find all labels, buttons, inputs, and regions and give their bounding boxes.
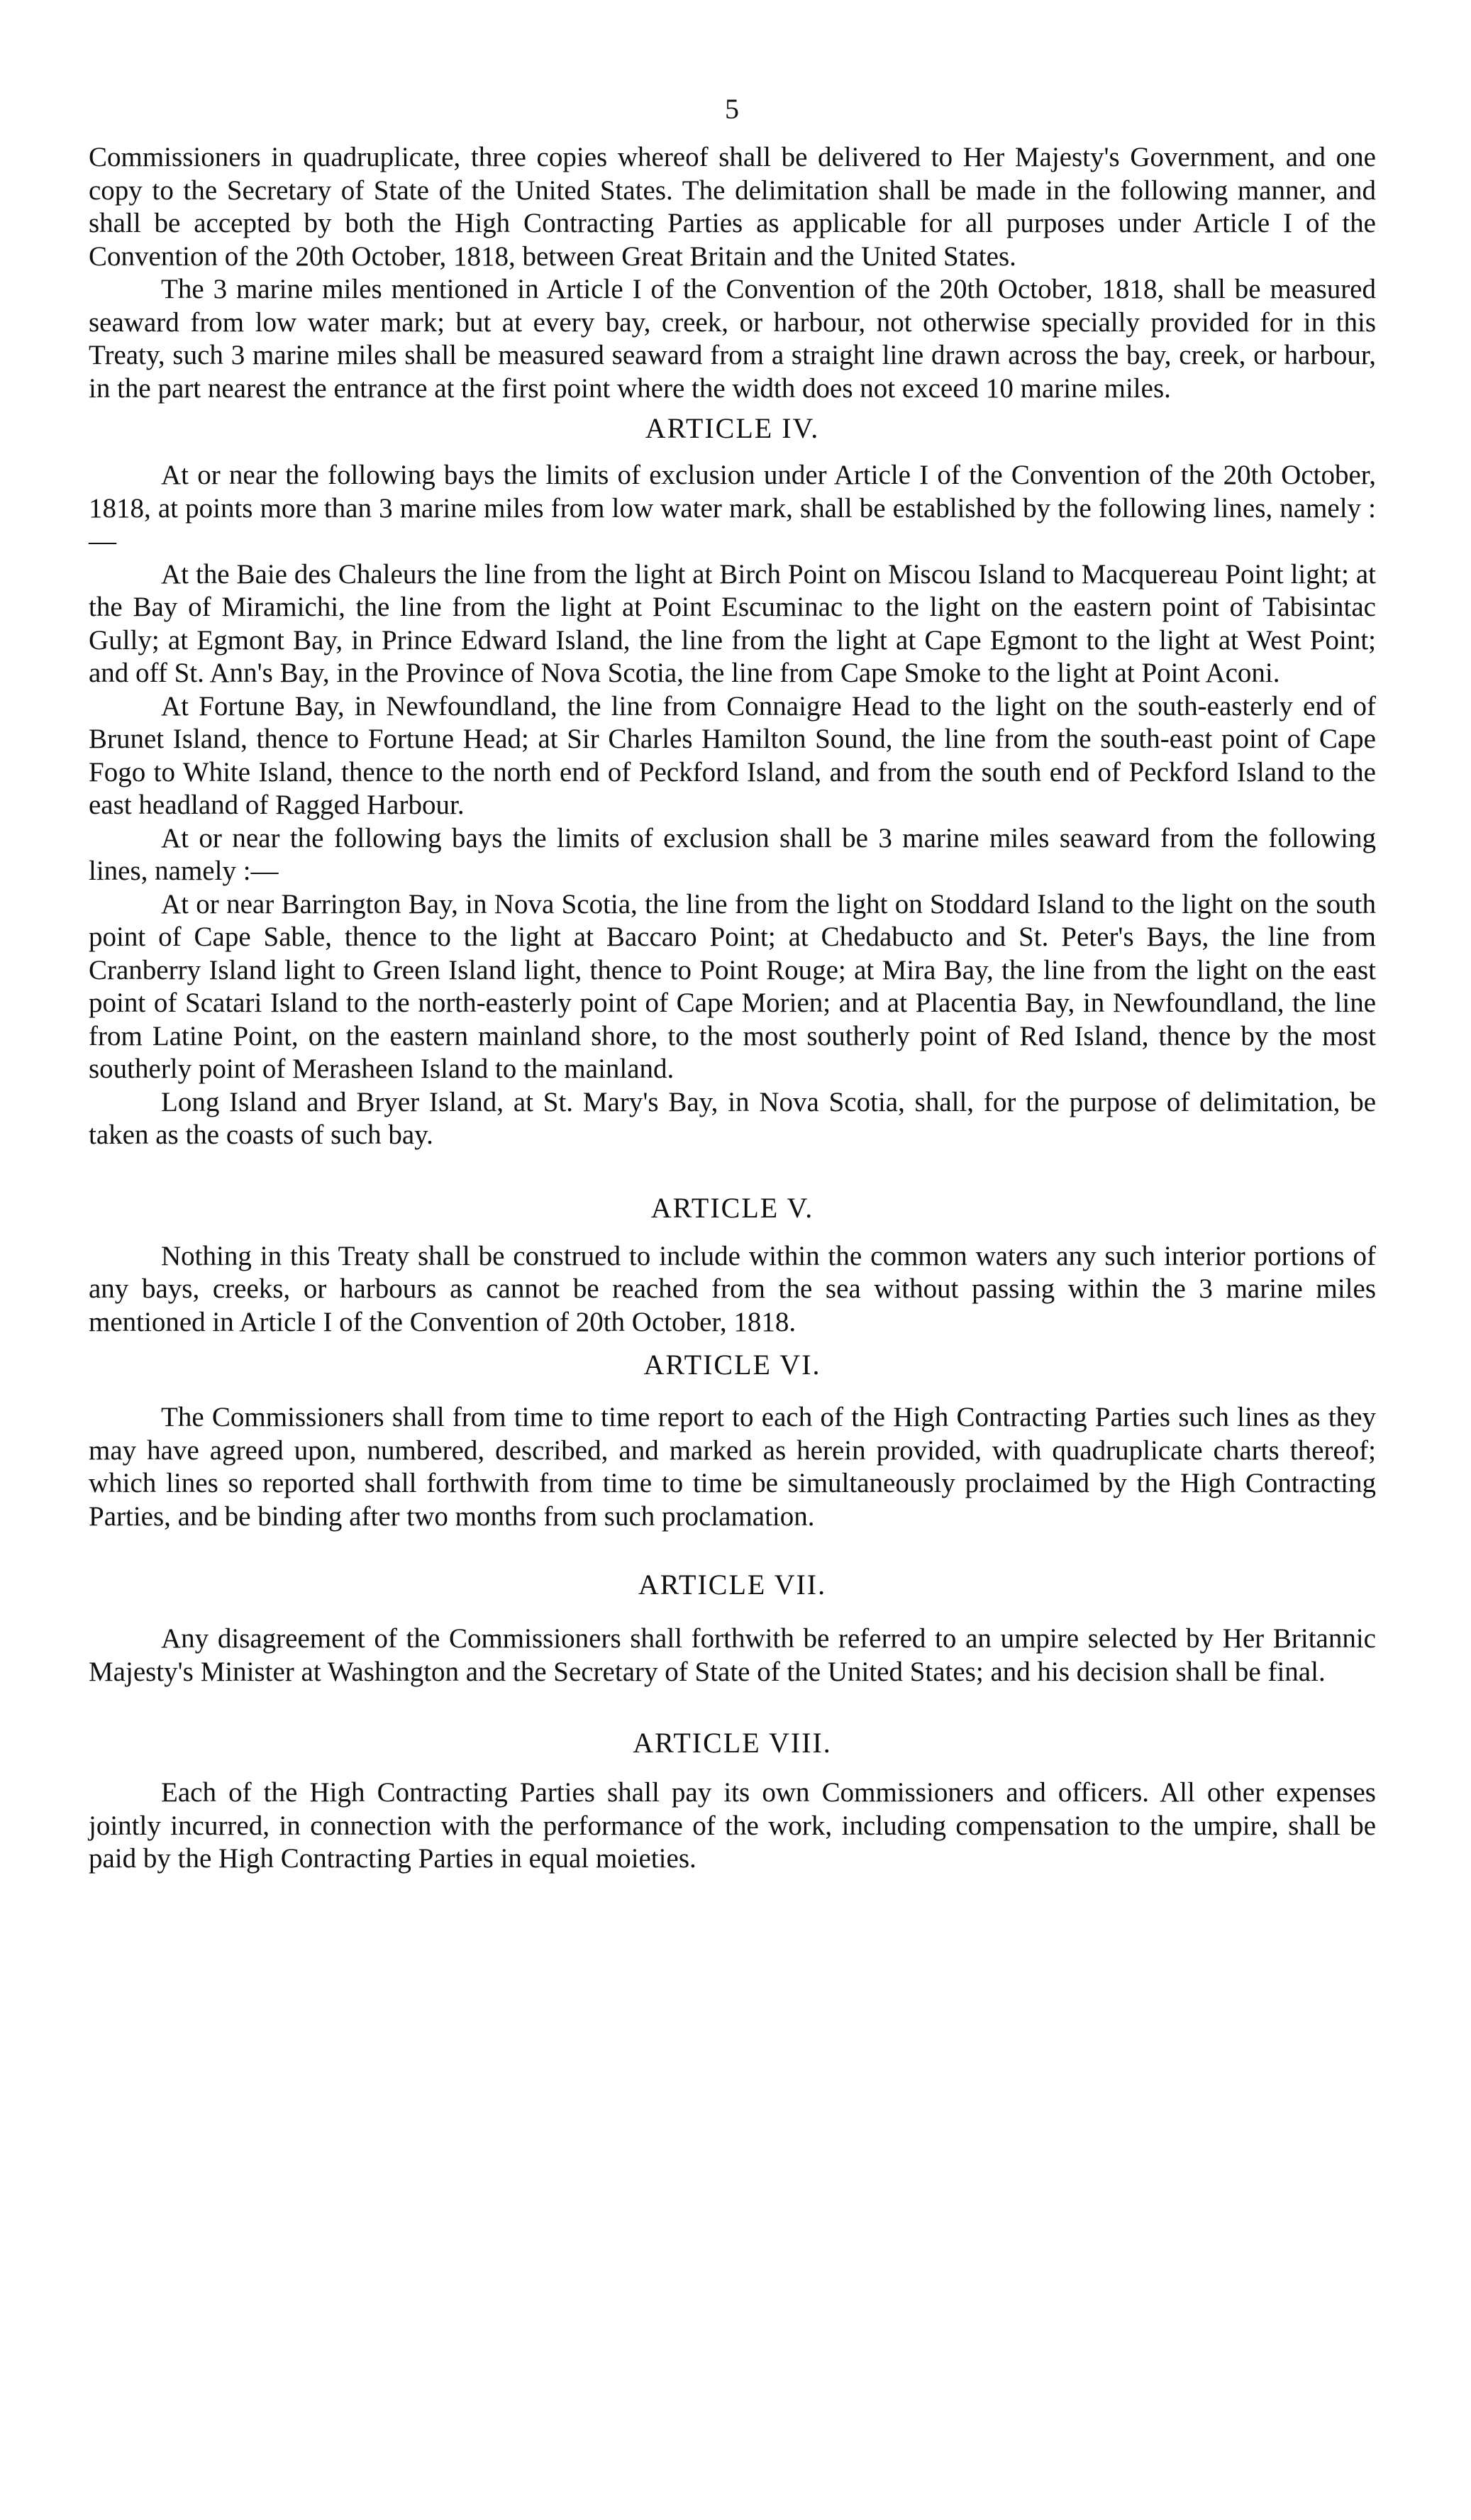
article-4-paragraph-5: At or near Barrington Bay, in Nova Scotia, the line from the light on Stoddard Island to the light on the south point of Cape Sable, thence to the light at Baccaro Point; at Chedabucto and St. Peter's Bays, the line from Cranberry Island light to Green Island light, thence to Point Rouge; at Mira Bay, the line from the light on the east point of Scatari Island to the north-easterly point of Cape Morien; and at Placentia Bay, in Newfoundland, the line from Latine Point, on the eastern mainland shore, to the most southerly point of Red Island, thence by the most southerly point of Merasheen Island to the mainland. (89, 888, 1376, 1084)
article-8-paragraph-1: Each of the High Contracting Parties shall pay its own Commissioners and officers. All other expenses jointly incurred, in connection with the performance of the work, including compensation to the umpire, shall be paid by the High Contracting Parties in equal moieties. (89, 1777, 1376, 1874)
article-6-paragraph-1: The Commissioners shall from time to time report to each of the High Contracting Parties such lines as they may have agreed upon, numbered, described, and marked as herein provided, with quadruplicate charts thereof; which lines so reported shall forthwith from time to time be simultaneously proclaimed by the High Contracting Parties, and be binding after two months from such proclamation. (89, 1402, 1376, 1532)
page-number: 5 (725, 93, 740, 125)
article-7-heading: ARTICLE VII. (638, 1569, 827, 1601)
article-4-paragraph-2: At the Baie des Chaleurs the line from the light at Birch Point on Miscou Island to Macquereau Point light; at the Bay of Miramichi, the line from the light at Point Escuminac to the light on the eastern point of Tabisintac Gully; at Egmont Bay, in Prince Edward Island, the line from the light at Cape Egmont to the light at West Point; and off St. Ann's Bay, in the Province of Nova Scotia, the line from Cape Smoke to the light at Point Aconi. (89, 558, 1376, 688)
intro-paragraph-2: The 3 marine miles mentioned in Article I of the Convention of the 20th October, 1818, shall be measured seaward from low water mark; but at every bay, creek, or harbour, not otherwise specially provided for in this Treaty, such 3 marine miles shall be measured seaward from a straight line drawn across the bay, creek, or harbour, in the part nearest the entrance at the first point where the width does not exceed 10 marine miles. (89, 274, 1376, 404)
article-5-paragraph-1: Nothing in this Treaty shall be construed to include within the common waters any such interior portions of any bays, creeks, or harbours as cannot be reached from the sea without passing within the 3 marine miles mentioned in Article I of the Convention of 20th October, 1818. (89, 1240, 1376, 1337)
article-7-paragraph-1: Any disagreement of the Commissioners shall forthwith be referred to an umpire selected by Her Britannic Majesty's Minister at Washington and the Secretary of State of the United States; and his decision shall be final. (89, 1623, 1376, 1687)
article-4-paragraph-1: At or near the following bays the limits of exclusion under Article I of the Convention of the 20th October, 1818, at points more than 3 marine miles from low water mark, shall be established by the following lines, namely :— (89, 460, 1376, 556)
article-4-paragraph-6: Long Island and Bryer Island, at St. Mary's Bay, in Nova Scotia, shall, for the purpose of delimitation, be taken as the coasts of such bay. (89, 1086, 1376, 1150)
intro-paragraph-1: Commissioners in quadruplicate, three copies whereof shall be delivered to Her Majesty's Government, and one copy to the Secretary of State of the United States. The delimitation shall be made in the following manner, and shall be accepted by both the High Contracting Parties as applicable for all purposes under Article I of the Convention of the 20th October, 1818, between Great Britain and the United States. (89, 142, 1376, 272)
article-5-heading: ARTICLE V. (650, 1191, 814, 1224)
article-8-heading: ARTICLE VIII. (633, 1727, 832, 1759)
article-4-paragraph-3: At Fortune Bay, in Newfoundland, the line from Connaigre Head to the light on the south-easterly end of Brunet Island, thence to Fortune Head; at Sir Charles Hamilton Sound, the line from the south-east point of Cape Fogo to White Island, thence to the north end of Peckford Island, and from the south end of Peckford Island to the east headland of Ragged Harbour. (89, 690, 1376, 820)
article-4-heading: ARTICLE IV. (645, 412, 820, 444)
article-4-paragraph-4: At or near the following bays the limits of exclusion shall be 3 marine miles seaward from the following lines, namely :— (89, 822, 1376, 886)
article-6-heading: ARTICLE VI. (643, 1349, 821, 1381)
document-page (89, 92, 1376, 1876)
